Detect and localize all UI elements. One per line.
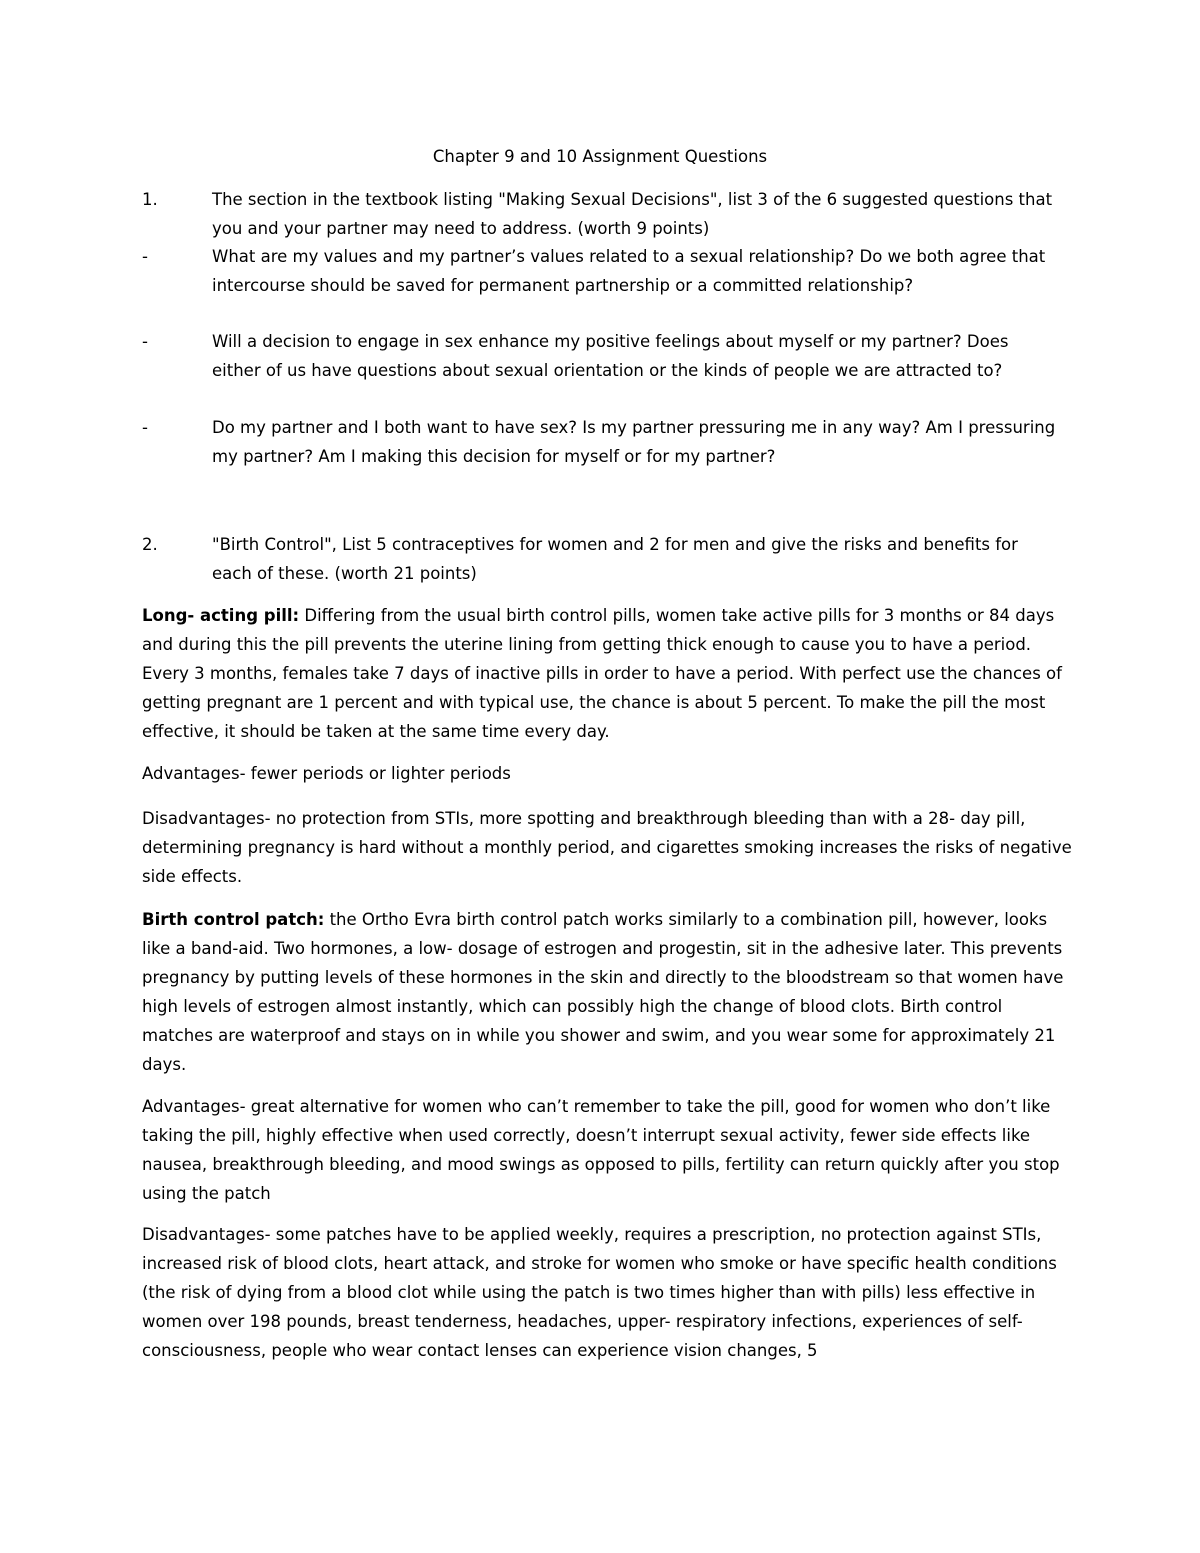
birth-control-patch-paragraph <box>142 905 1072 1079</box>
question-text: "Birth Control", List 5 contraceptives for women and 2 for men and give the risks and benefits for each of these. (worth 21 points) <box>212 535 1018 583</box>
answer-item <box>142 413 1062 471</box>
long-acting-pill-body: Differing from the usual birth control pills, women take active pills for 3 months or 84 days and during this the pill prevents the uterine lining from getting thick enough to cause you to have a period. Every 3 months, females take 7 days of inactive pills in order to have a period. With perfect use the chances of getting pregnant are 1 percent and with typical use, the chance is about 5 percent. To make the pill the most effective, it should be taken at the same time every day. <box>142 606 1062 741</box>
long-acting-pill-paragraph <box>142 601 1072 746</box>
answer-text: What are my values and my partner’s values related to a sexual relationship? Do we both agree that intercourse should be saved for permanent partnership or a committed relationship? <box>212 247 1046 295</box>
question-1 <box>142 185 1062 243</box>
answer-item <box>142 242 1062 300</box>
page-title: Chapter 9 and 10 Assignment Questions <box>432 147 768 166</box>
long-acting-pill-heading: Long- acting pill: <box>142 606 300 625</box>
long-acting-pill-disadvantages: Disadvantages- no protection from STIs, more spotting and breakthrough bleeding than with a 28- day pill, determining pregnancy is hard without a monthly period, and cigarettes smoking increases the risks of negative side effects. <box>142 809 1072 886</box>
birth-control-patch-advantages: Advantages- great alternative for women who can’t remember to take the pill, good for women who don’t like taking the pill, highly effective when used correctly, doesn’t interrupt sexual activity, fewer side effects like nausea, breakthrough bleeding, and mood swings as opposed to pills, fertility can return quickly after you stop using the patch <box>142 1097 1060 1203</box>
birth-control-patch-disadvantages: Disadvantages- some patches have to be applied weekly, requires a prescription, no protection against STIs, increased risk of blood clots, heart attack, and stroke for women who smoke or have specific health conditions (the risk of dying from a blood clot while using the patch is two times higher than with pills) less effective in women over 198 pounds, breast tenderness, headaches, upper- respiratory infections, experiences of self-consciousness, people who wear contact lenses can experience vision changes, 5 <box>142 1225 1057 1360</box>
bullet-marker: - <box>142 332 148 351</box>
birth-control-patch-body: the Ortho Evra birth control patch works similarly to a combination pill, however, looks like a band-aid. Two hormones, a low- dosage of estrogen and progestin, sit in the adhesive later. This prevents pregnancy by putting levels of these hormones in the skin and directly to the bloodstream so that women have high levels of estrogen almost instantly, which can possibly high the change of blood clots. Birth control matches are waterproof and stays on in while you shower and swim, and you wear some for approximately 21 days. <box>142 910 1064 1074</box>
bullet-marker: - <box>142 247 148 266</box>
question-number: 2. <box>142 535 158 554</box>
birth-control-patch-heading: Birth control patch: <box>142 910 325 929</box>
answer-text: Will a decision to engage in sex enhance my positive feelings about myself or my partner? Does either of us have questions about sexual orientation or the kinds of people we are attracted to? <box>212 332 1009 380</box>
long-acting-pill-advantages: Advantages- fewer periods or lighter periods <box>142 764 511 783</box>
answer-text: Do my partner and I both want to have sex? Is my partner pressuring me in any way? Am I pressuring my partner? Am I making this decision for myself or for my partner? <box>212 418 1056 466</box>
question-number: 1. <box>142 190 158 209</box>
bullet-marker: - <box>142 418 148 437</box>
question-2 <box>142 530 1062 588</box>
answer-item <box>142 327 1062 385</box>
question-text: The section in the textbook listing "Making Sexual Decisions", list 3 of the 6 suggested questions that you and your partner may need to address. (worth 9 points) <box>212 190 1053 238</box>
